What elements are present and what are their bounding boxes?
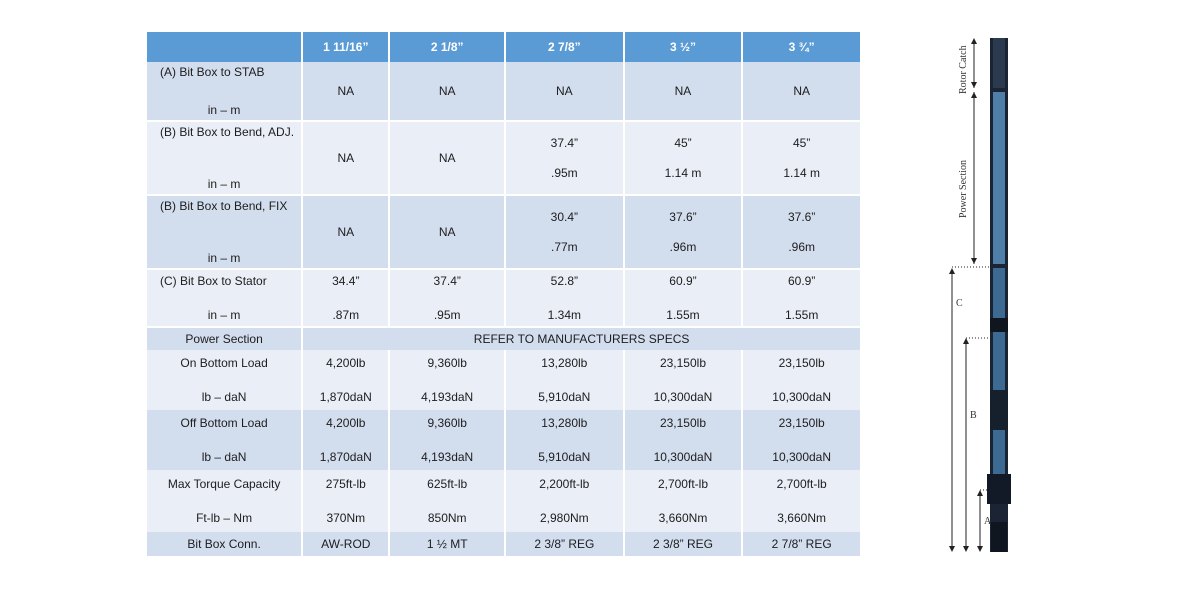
- unit-c: in – m: [207, 308, 241, 322]
- label-c: C: [956, 298, 963, 309]
- cell: NA: [625, 62, 742, 120]
- value-m: .96m: [788, 240, 815, 254]
- value-m: .77m: [550, 240, 578, 254]
- value-dan: 10,300daN: [653, 450, 713, 464]
- value-dan: 1,870daN: [319, 450, 372, 464]
- label-b: B: [970, 410, 977, 421]
- cell: NA: [303, 62, 388, 120]
- value-dan: 4,193daN: [421, 390, 474, 404]
- row-label: [147, 62, 301, 120]
- table-row: [147, 470, 860, 532]
- cell: [303, 350, 388, 410]
- row-label: Bit Box Conn.: [147, 532, 301, 556]
- rotor-catch-section: [993, 38, 1005, 88]
- cell: [506, 470, 623, 532]
- value-lb: 13,280lb: [541, 416, 588, 430]
- header-cell: 1 11/16”: [303, 32, 388, 62]
- power-section-note: REFER TO MANUFACTURERS SPECS: [303, 328, 860, 350]
- value-nm: 3,660Nm: [658, 511, 708, 525]
- stator-body: [993, 268, 1005, 474]
- value-m: .87m: [332, 308, 360, 322]
- unit-b-fix: in – m: [207, 251, 241, 265]
- unit-b-adj: in – m: [207, 177, 241, 191]
- motor-diagram: [940, 30, 1030, 560]
- cell: [506, 122, 623, 194]
- value-ftlb: 2,700ft-lb: [776, 477, 827, 491]
- label-on-load: On Bottom Load: [180, 356, 268, 370]
- cell: NA: [390, 196, 504, 268]
- cell: NA: [303, 196, 388, 268]
- table-row: [147, 532, 860, 556]
- cell: [506, 196, 623, 268]
- value-nm: 2,980Nm: [539, 511, 589, 525]
- value-nm: 850Nm: [427, 511, 467, 525]
- cell: [743, 270, 860, 326]
- value-in: 37.4”: [433, 274, 461, 288]
- header-cell: 3 ½”: [625, 32, 742, 62]
- cell: 2 7/8” REG: [743, 532, 860, 556]
- cell: 2 3/8” REG: [625, 532, 742, 556]
- value-in: 45”: [792, 136, 811, 150]
- value-lb: 9,360lb: [427, 416, 467, 430]
- row-label: [147, 410, 301, 470]
- cell: [625, 122, 742, 194]
- cell: [390, 270, 504, 326]
- value-in: 52.8”: [550, 274, 578, 288]
- header-row: [147, 32, 860, 62]
- row-label: [147, 196, 301, 268]
- value-in: 45”: [674, 136, 692, 150]
- cell: [625, 270, 742, 326]
- value-lb: 23,150lb: [659, 416, 706, 430]
- cell: AW-ROD: [303, 532, 388, 556]
- cell: NA: [506, 62, 623, 120]
- table-row: [147, 350, 860, 410]
- power-section-body: [993, 92, 1005, 264]
- label-c: (C) Bit Box to Stator: [160, 274, 267, 288]
- value-ftlb: 2,200ft-lb: [539, 477, 590, 491]
- cell: [625, 410, 742, 470]
- value-m: 1.55m: [784, 308, 819, 322]
- header-cell: 3 ¾”: [743, 32, 860, 62]
- value-m: 1.34m: [547, 308, 581, 322]
- table-row: [147, 270, 860, 326]
- cell: [390, 350, 504, 410]
- value-lb: 9,360lb: [427, 356, 467, 370]
- value-in: 37.6”: [787, 210, 816, 224]
- unit-a: in – m: [207, 103, 241, 117]
- value-in: 60.9”: [669, 274, 697, 288]
- cell: [390, 470, 504, 532]
- value-lb: 4,200lb: [326, 356, 366, 370]
- label-power-section: Power Section: [958, 159, 969, 218]
- value-nm: 370Nm: [326, 511, 366, 525]
- row-label: [147, 350, 301, 410]
- value-dan: 4,193daN: [421, 450, 474, 464]
- value-lb: 13,280lb: [541, 356, 588, 370]
- value-m: 1.14 m: [783, 166, 820, 180]
- cell: [390, 410, 504, 470]
- value-m: .95m: [550, 166, 578, 180]
- row-label: [147, 270, 301, 326]
- value-ftlb: 625ft-lb: [427, 477, 468, 491]
- label-off-load: Off Bottom Load: [180, 416, 268, 430]
- cell: NA: [390, 62, 504, 120]
- label-a: A: [984, 516, 992, 527]
- bit-box: [991, 522, 1007, 552]
- value-in: 30.4”: [550, 210, 578, 224]
- unit-off-load: lb – daN: [201, 450, 247, 464]
- stabilizer: [987, 474, 1011, 504]
- cell: 2 3/8” REG: [506, 532, 623, 556]
- cell: NA: [303, 122, 388, 194]
- cell: [743, 410, 860, 470]
- value-lb: 23,150lb: [778, 356, 825, 370]
- cell: [743, 470, 860, 532]
- value-lb: 4,200lb: [326, 416, 366, 430]
- value-ftlb: 275ft-lb: [325, 477, 366, 491]
- value-in: 60.9”: [787, 274, 816, 288]
- table-row: [147, 122, 860, 194]
- value-nm: 3,660Nm: [777, 511, 826, 525]
- header-cell: 2 7/8”: [506, 32, 623, 62]
- label-a: (A) Bit Box to STAB: [160, 65, 265, 79]
- value-lb: 23,150lb: [778, 416, 825, 430]
- unit-on-load: lb – daN: [201, 390, 247, 404]
- value-m: .96m: [669, 240, 697, 254]
- value-dan: 10,300daN: [772, 450, 832, 464]
- value-m: 1.14 m: [664, 166, 702, 180]
- cell: [625, 196, 742, 268]
- cell: NA: [743, 62, 860, 120]
- cell: [743, 196, 860, 268]
- cell: [303, 410, 388, 470]
- dark-band: [990, 390, 1008, 430]
- label-torque: Max Torque Capacity: [167, 477, 281, 491]
- label-b-fix: (B) Bit Box to Bend, FIX: [160, 199, 288, 213]
- value-dan: 5,910daN: [538, 390, 591, 404]
- value-m: 1.55m: [666, 308, 700, 322]
- unit-torque: Ft-lb – Nm: [196, 511, 253, 525]
- cell: [743, 122, 860, 194]
- table-row: [147, 410, 860, 470]
- header-cell: 2 1/8”: [390, 32, 504, 62]
- dark-band: [990, 318, 1008, 332]
- cell: [743, 350, 860, 410]
- value-dan: 10,300daN: [653, 390, 713, 404]
- cell: NA: [390, 122, 504, 194]
- cell: [506, 410, 623, 470]
- label-b-adj: (B) Bit Box to Bend, ADJ.: [160, 125, 295, 139]
- cell: [506, 350, 623, 410]
- header-cell: [147, 32, 301, 62]
- row-label: [147, 122, 301, 194]
- cell: [303, 470, 388, 532]
- table-row: [147, 328, 860, 350]
- value-in: 37.6”: [669, 210, 697, 224]
- value-m: .95m: [433, 308, 461, 322]
- cell: [303, 270, 388, 326]
- spec-table: [145, 32, 862, 556]
- value-dan: 1,870daN: [319, 390, 372, 404]
- row-label: [147, 470, 301, 532]
- label-rotor-catch: Rotor Catch: [958, 45, 969, 94]
- value-in: 34.4”: [332, 274, 360, 288]
- value-in: 37.4”: [550, 136, 578, 150]
- cell: 1 ½ MT: [390, 532, 504, 556]
- table-row: [147, 196, 860, 268]
- value-dan: 10,300daN: [772, 390, 832, 404]
- cell: [625, 470, 742, 532]
- value-ftlb: 2,700ft-lb: [657, 477, 708, 491]
- table-row: [147, 62, 860, 120]
- cell: [625, 350, 742, 410]
- cell: [506, 270, 623, 326]
- row-label: Power Section: [147, 328, 301, 350]
- value-lb: 23,150lb: [659, 356, 706, 370]
- value-dan: 5,910daN: [538, 450, 591, 464]
